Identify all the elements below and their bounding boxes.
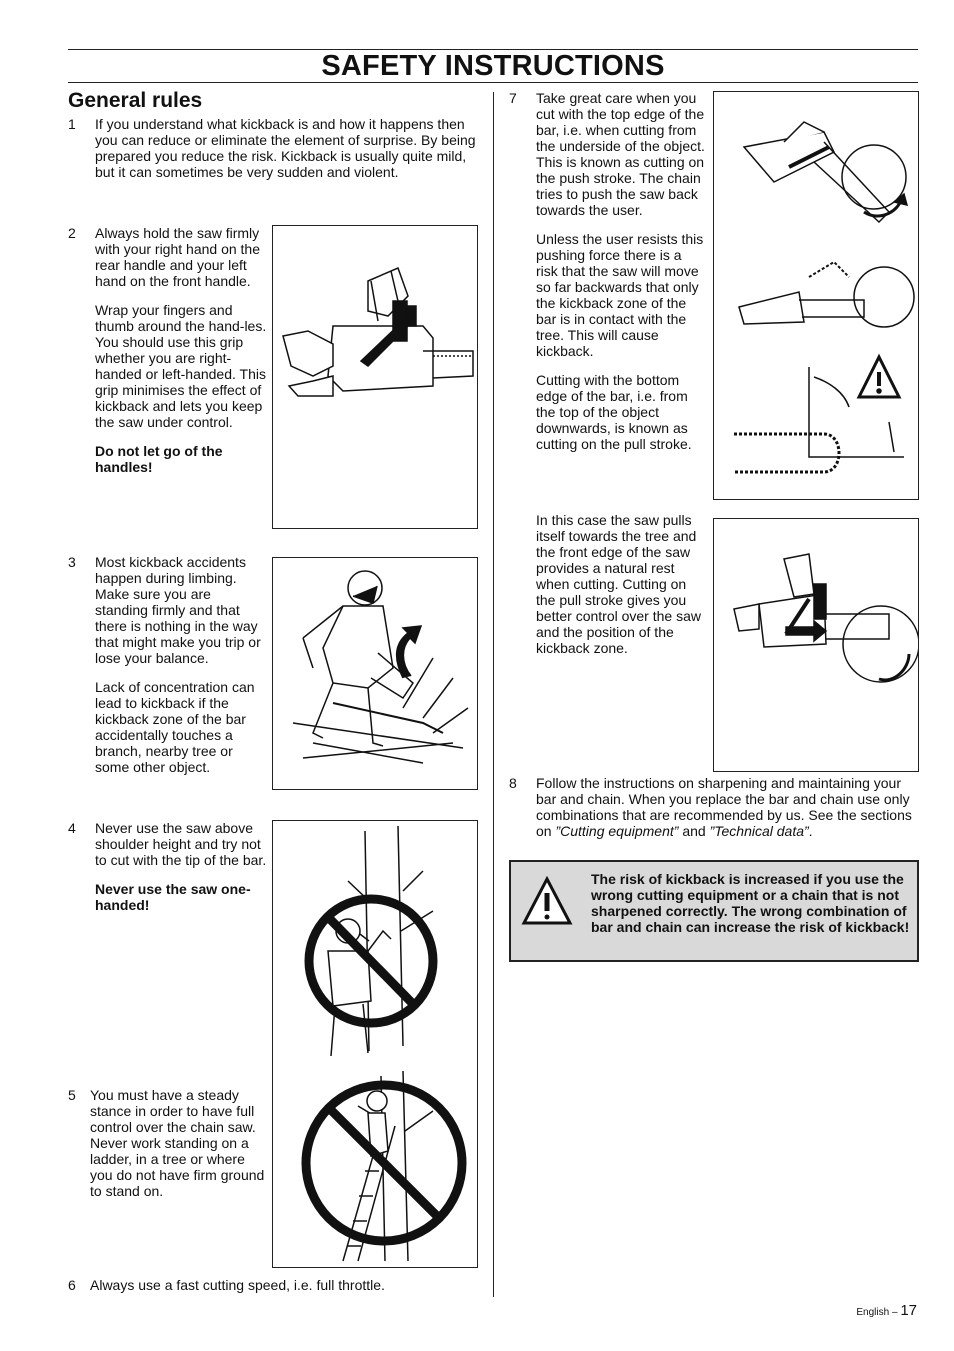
item-6-text: Always use a fast cutting speed, i.e. full throttle. <box>90 1277 385 1293</box>
footer-language: English – <box>856 1307 898 1318</box>
item-3-number: 3 <box>68 554 76 570</box>
item-5-number: 5 <box>68 1087 76 1103</box>
item-2-bold-warning: Do not let go of the handles! <box>95 443 223 475</box>
item-8-ref-technical-data: ”Technical data” <box>709 823 809 839</box>
page-number: 17 <box>900 1302 917 1319</box>
item-4-text <box>95 820 267 926</box>
chainsaw-grip-illustration <box>273 226 477 528</box>
item-7-text <box>536 90 706 465</box>
item-2-para-1: Always hold the saw firmly with your right hand on the rear handle and your left hand on the front handle. <box>95 225 260 289</box>
item-4-number: 4 <box>68 820 76 836</box>
pull-stroke-illustration <box>714 519 918 771</box>
item-6-number: 6 <box>68 1277 76 1293</box>
item-3-text <box>95 554 267 788</box>
item-4-para-1: Never use the saw above shoulder height and try not to cut with the tip of the bar. <box>95 820 267 868</box>
item-2-para-2: Wrap your fingers and thumb around the hand-les. You should use this grip whether you are right-handed or left-handed. This grip minimises the effect of kickback and lets you keep the saw under control. <box>95 302 267 430</box>
item-3-para-1: Most kickback accidents happen during limbing. Make sure you are standing firmly and that there is nothing in the way that might make you trip or lose your balance. <box>95 554 261 666</box>
item-8-text <box>536 775 916 839</box>
push-stroke-illustration <box>714 92 918 499</box>
item-2-text <box>95 225 267 488</box>
item-7-para-2: Unless the user resists this pushing force there is a risk that the saw will move so far backwards that only the kickback zone of the bar is in contact with the tree. This will cause kickback. <box>536 231 704 359</box>
section-heading: General rules <box>68 89 203 112</box>
item-7-para-4: In this case the saw pulls itself towards the tree and the front edge of the saw provides a natural rest when cutting. Cutting on the pull stroke gives you better control over the saw and the position of the kickback zone. <box>536 512 701 656</box>
item-7-number: 7 <box>509 90 517 106</box>
header-bottom-rule <box>68 82 918 83</box>
kickback-warning-box <box>509 860 919 962</box>
item-8-number: 8 <box>509 775 517 791</box>
page-title: SAFETY INSTRUCTIONS <box>321 50 665 82</box>
column-divider <box>493 92 494 1297</box>
item-2-number: 2 <box>68 225 76 241</box>
item-3-para-2: Lack of concentration can lead to kickback if the kickback zone of the bar accidentally touches a branch, nearby tree or some other object. <box>95 679 255 775</box>
item-4-bold-warning: Never use the saw one-handed! <box>95 881 251 913</box>
item-8-ref-cutting-equipment: ”Cutting equipment” <box>555 823 679 839</box>
figure-limbing <box>272 557 478 790</box>
page-footer <box>856 1303 917 1321</box>
item-8-period: . <box>808 823 813 839</box>
prohibited-illustrations <box>273 821 477 1267</box>
figure-push-stroke <box>713 91 919 500</box>
item-1-number: 1 <box>68 116 76 132</box>
item-7-text-continued <box>536 512 706 669</box>
figure-prohibited-cutting <box>272 820 478 1268</box>
item-1-text: If you understand what kickback is and how it happens then you can reduce or eliminate the element of surprise. By being prepared you reduce the risk. Kickback is usually quite mild, but it can sometimes be very sudden and violent. <box>95 116 476 180</box>
limbing-illustration <box>273 558 477 789</box>
item-8-and: and <box>682 823 706 839</box>
warning-text: The risk of kickback is increased if you use the wrong cutting equipment or a chain that is not sharpened correctly. The wrong combination of bar and chain can increase the risk of kickback! <box>591 871 910 935</box>
item-5-text: You must have a steady stance in order to have full control over the chain saw. Never work standing on a ladder, in a tree or where you do not have firm ground to stand on. <box>90 1087 265 1199</box>
item-7-para-1: Take great care when you cut with the top edge of the bar, i.e. when cutting from the underside of the object. This is known as cutting on the push stroke. The chain tries to push the saw back towards the user. <box>536 90 705 218</box>
warning-triangle-icon <box>521 876 573 926</box>
item-7-para-3: Cutting with the bottom edge of the bar, i.e. from the top of the object downwards, is known as cutting on the pull stroke. <box>536 372 692 452</box>
item-8-text-main: Follow the instructions on sharpening and maintaining your bar and chain. When you replace the bar and chain use only combinations that are recommended by us. See the sections on <box>536 775 912 839</box>
figure-pull-stroke <box>713 518 919 772</box>
figure-two-hand-grip <box>272 225 478 529</box>
